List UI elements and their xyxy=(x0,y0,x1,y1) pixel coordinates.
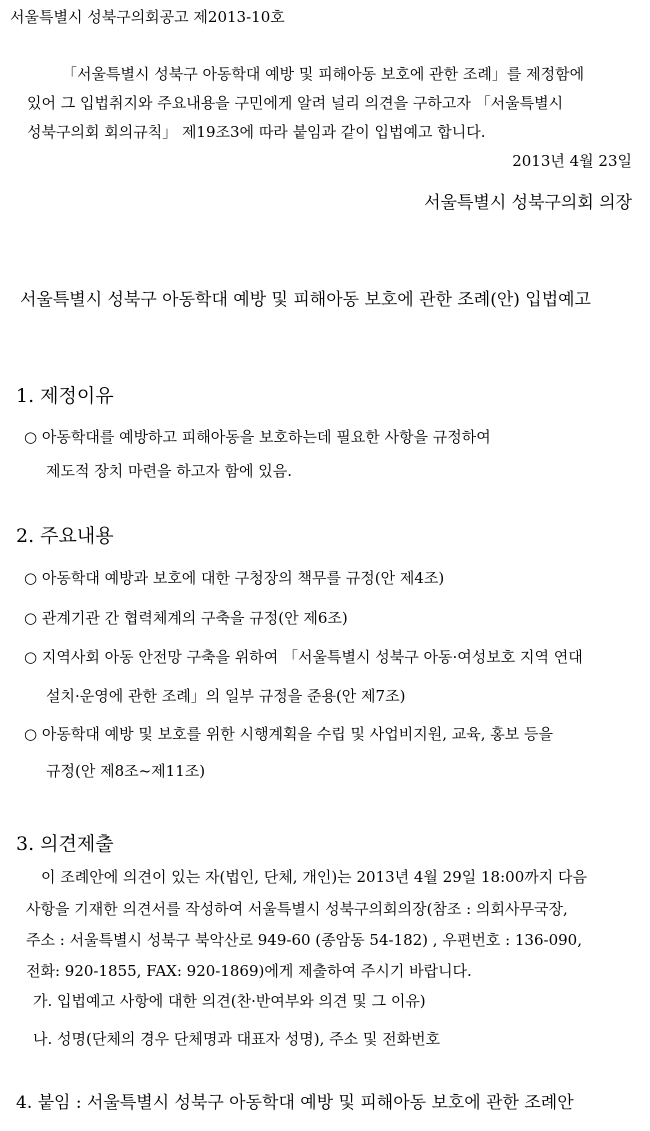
section-3-line: 사항을 기재한 의견서를 작성하여 서울특별시 성북구의회의장(참조 : 의회사무국장, xyxy=(26,900,568,918)
section-1-line: ○ 아동학대를 예방하고 피해아동을 보호하는데 필요한 사항을 규정하여 xyxy=(24,428,491,446)
section-2-line: ○ 아동학대 예방과 보호에 대한 구청장의 책무를 규정(안 제4조) xyxy=(24,569,445,587)
notice-number: 서울특별시 성북구의회공고 제2013-10호 xyxy=(10,8,285,26)
section-3-line: 주소 : 서울특별시 성북구 북악산로 949-60 (종암동 54-182) , 우편번호 : 136-090, xyxy=(26,931,582,949)
section-1-heading: 1. 제정이유 xyxy=(16,385,114,407)
section-2-line: ○ 지역사회 아동 안전망 구축을 위하여 「서울특별시 성북구 아동·여성보호 지역 연대 xyxy=(24,648,583,666)
notice-date: 2013년 4월 23일 xyxy=(512,152,632,170)
section-2-heading: 2. 주요내용 xyxy=(16,525,114,547)
section-2-line: 설치·운영에 관한 조례」의 일부 규정을 준용(안 제7조) xyxy=(46,687,406,705)
notice-body-line: 있어 그 입법취지와 주요내용을 구민에게 알려 널리 의견을 구하고자 「서울특별시 xyxy=(27,94,564,112)
section-1-line: 제도적 장치 마련을 하고자 함에 있음. xyxy=(46,462,292,480)
section-2-line: 규정(안 제8조~제11조) xyxy=(46,762,206,780)
section-3-heading: 3. 의견제출 xyxy=(16,833,114,855)
section-3-line: 전화: 920-1855, FAX: 920-1869)에게 제출하여 주시기 바랍니다. xyxy=(26,962,472,980)
section-3-line: 가. 입법예고 사항에 대한 의견(찬·반여부와 의견 및 그 이유) xyxy=(33,992,426,1010)
section-4-heading: 4. 붙임 : 서울특별시 성북구 아동학대 예방 및 피해아동 보호에 관한 조례안 xyxy=(16,1093,574,1113)
document-title: 서울특별시 성북구 아동학대 예방 및 피해아동 보호에 관한 조례(안) 입법예고 xyxy=(20,290,591,310)
notice-body-line: 「서울특별시 성북구 아동학대 예방 및 피해아동 보호에 관한 조례」를 제정함에 xyxy=(62,65,585,83)
section-2-line: ○ 관계기관 간 협력체계의 구축을 규정(안 제6조) xyxy=(24,609,348,627)
section-2-line: ○ 아동학대 예방 및 보호를 위한 시행계획을 수립 및 사업비지원, 교육, 홍보 등을 xyxy=(24,725,554,743)
section-3-line: 나. 성명(단체의 경우 단체명과 대표자 성명), 주소 및 전화번호 xyxy=(33,1030,441,1048)
section-3-line: 이 조례안에 의견이 있는 자(법인, 단체, 개인)는 2013년 4월 29일 18:00까지 다음 xyxy=(41,868,587,886)
notice-issuer: 서울특별시 성북구의회 의장 xyxy=(424,193,632,213)
notice-body-line: 성북구의회 회의규칙」 제19조3에 따라 붙임과 같이 입법예고 합니다. xyxy=(27,123,486,141)
